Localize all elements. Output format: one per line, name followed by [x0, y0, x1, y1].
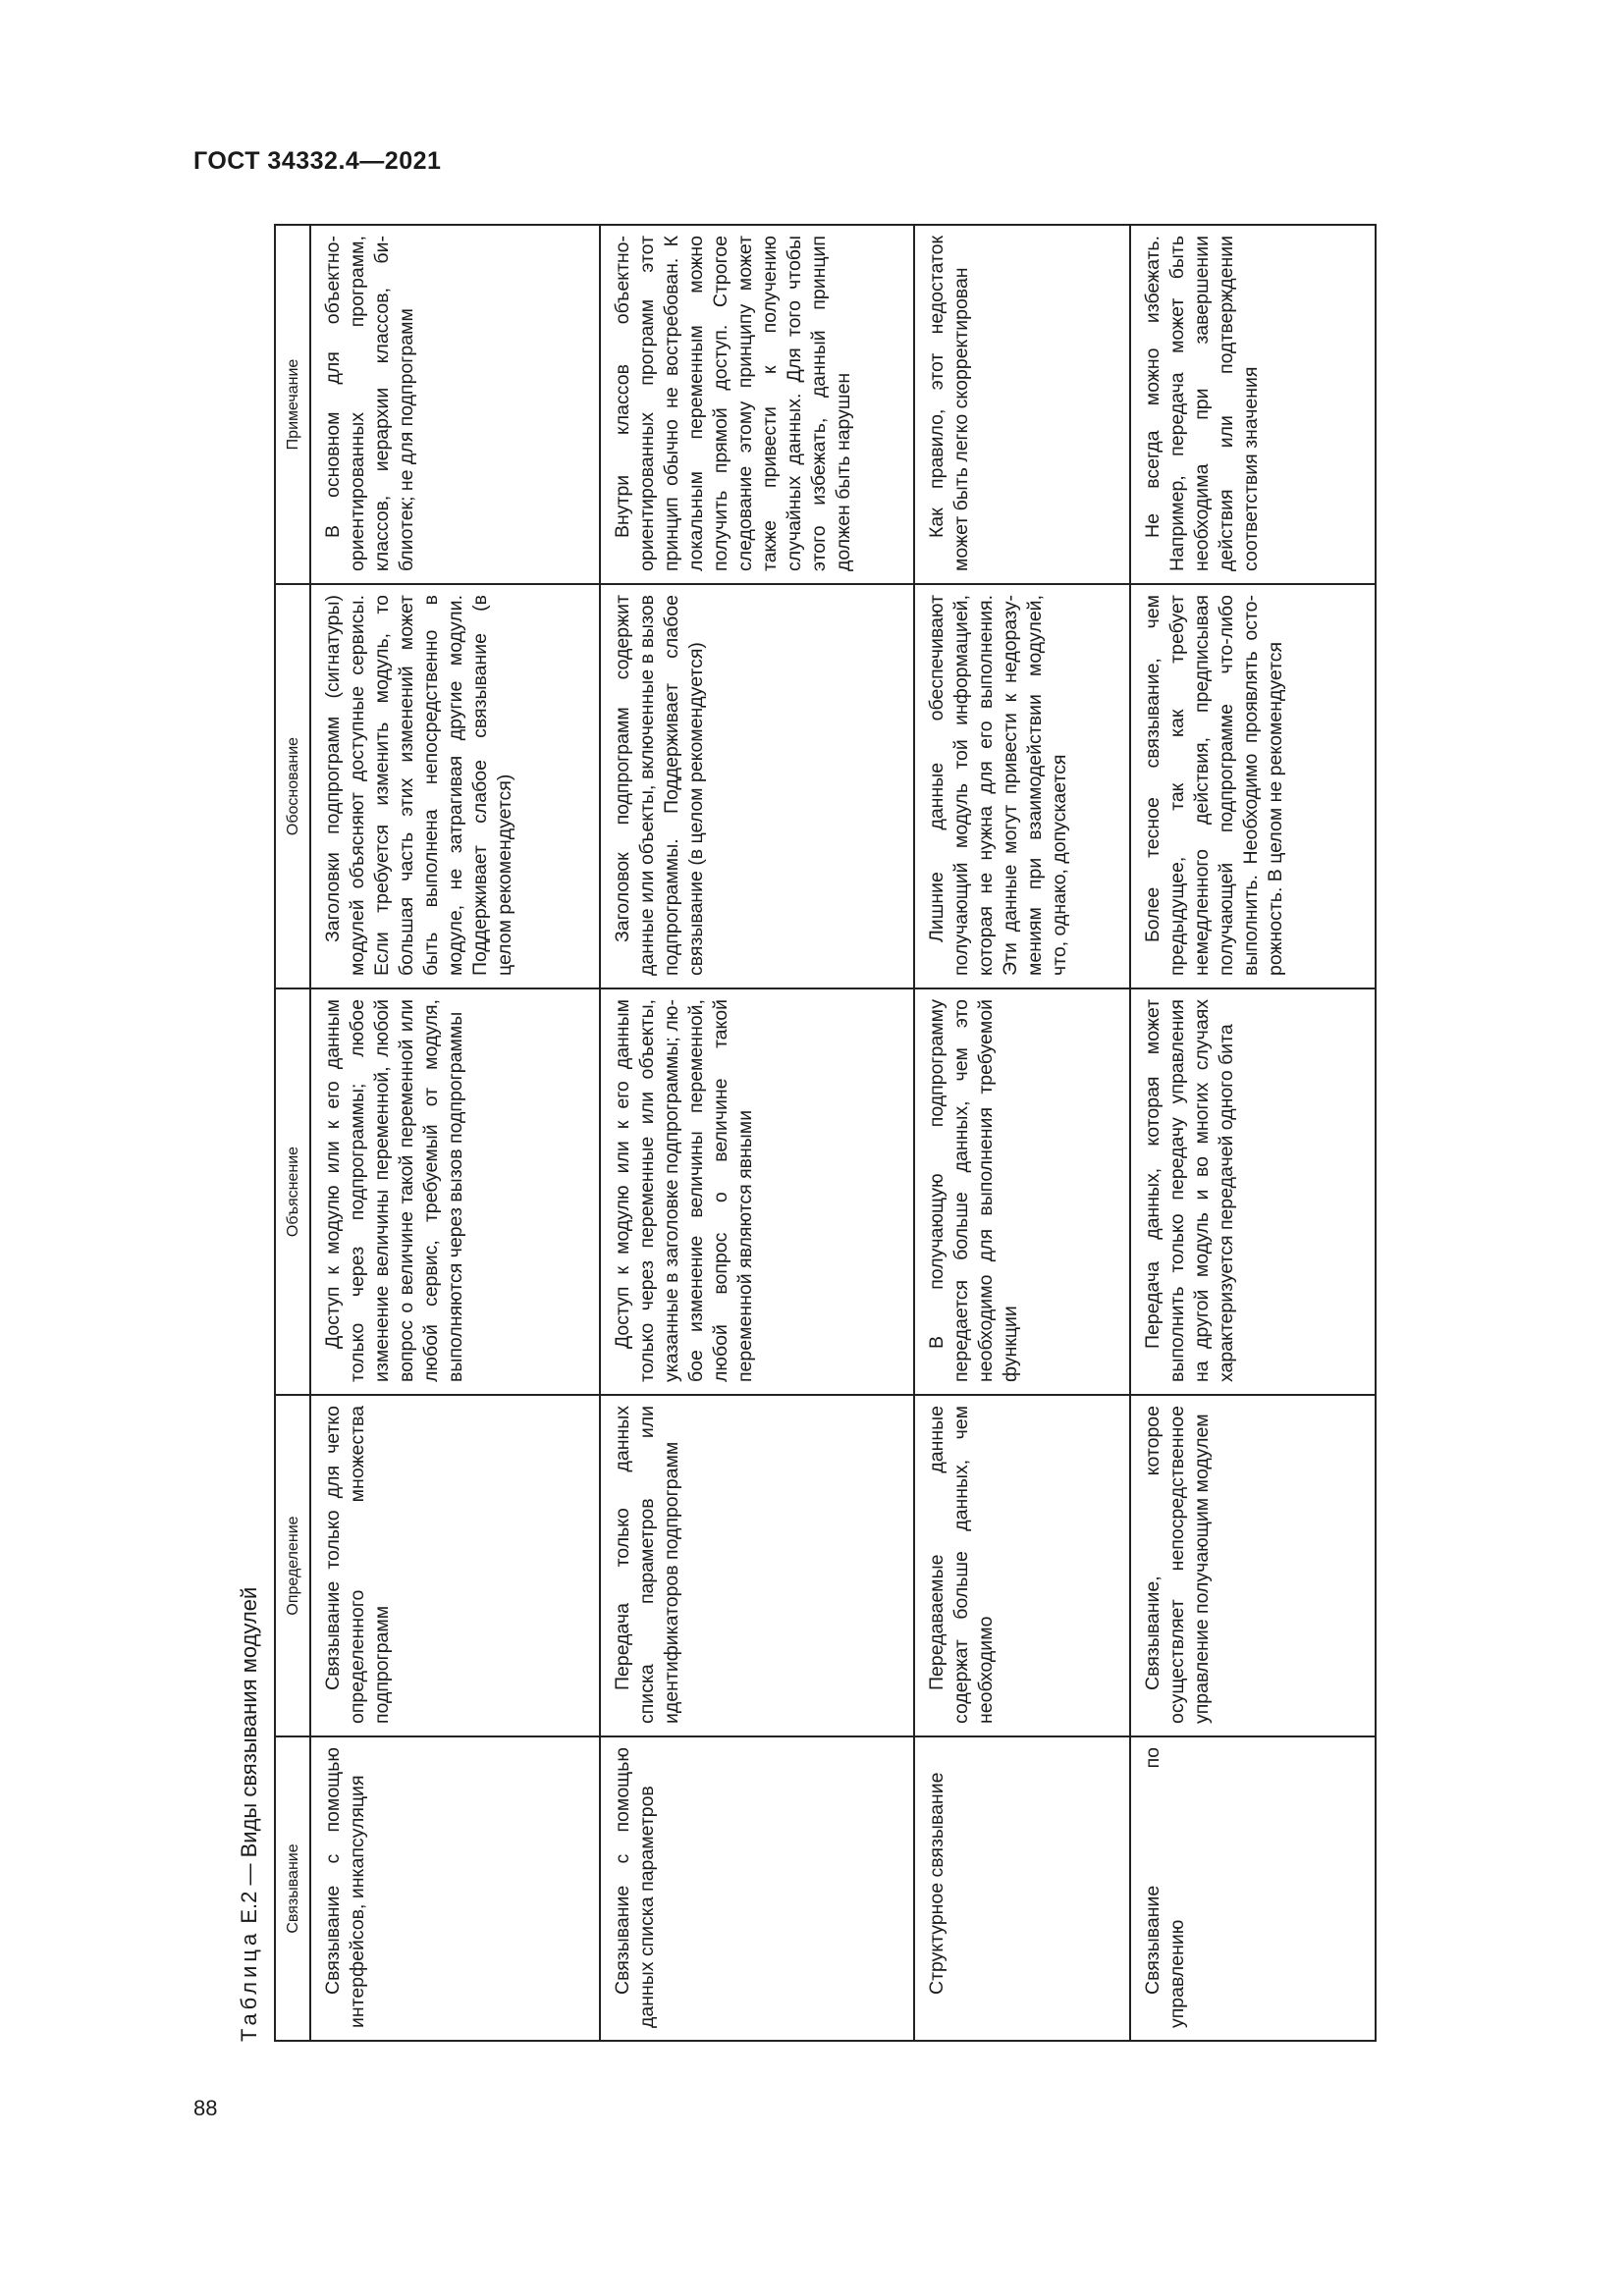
- table-cell: Передаваемые данные содержат больше данных, чем необходимо: [914, 1395, 1130, 1736]
- table-row: [310, 225, 600, 2041]
- table-cell: Не всегда можно избежать. Например, передача может быть необходима при завершении действия или подтверждении соответствия значения: [1130, 225, 1376, 584]
- table-cell: Связывание, которое осуществляет непосредственное управление получающим модулем: [1130, 1395, 1376, 1736]
- table-header-row: [275, 225, 310, 2041]
- table-cell: Более тесное связывание, чем предыдущее, так как требует немедленного действия, предписывая получающей подпрограмме что-либо выполнить. Необходимо проявлять осторожность. В целом не рекомендуется: [1130, 584, 1376, 988]
- column-header: Примечание: [275, 225, 310, 584]
- table-cell: В основном для объектно-ориентированных программ, классов, иерархии классов, библиотек; не для подпрограмм: [310, 225, 600, 584]
- table-cell: Как правило, этот недостаток может быть легко скорректирован: [914, 225, 1130, 584]
- table-cell: В получающую подпрограмму передается больше данных, чем это необходимо для выполнения требуемой функции: [914, 988, 1130, 1395]
- column-header: Объяснение: [275, 988, 310, 1395]
- column-header: Связывание: [275, 1736, 310, 2041]
- table-caption: [225, 1587, 274, 2042]
- table-cell: Заголовки подпрограмм (сигнатуры) модулей объясняют доступные сервисы. Если требуется изменить модуль, то большая часть этих изменений может быть выполнена непосредственно в модуле, не затрагивая другие модули. Поддерживает слабое связывание (в целом рекомендуется): [310, 584, 600, 988]
- table-cell: Связывание по управлению: [1130, 1736, 1376, 2041]
- table-cell: Связывание с помощью данных списка параметров: [600, 1736, 914, 2041]
- table-cell: Внутри классов объектно-ориентированных программ этот принцип обычно не востребован. К локальным переменным можно получить прямой доступ. Строгое следование этому принципу может также привести к получению случайных данных. Для того чтобы этого избежать, данный принцип должен быть нарушен: [600, 225, 914, 584]
- table-row: [600, 225, 914, 2041]
- table-cell: Передача данных, которая может выполнить только передачу управления на другой модуль и во многих случаях характеризуется передачей одного бита: [1130, 988, 1376, 1395]
- page-number: 88: [193, 2096, 218, 2120]
- table-cell: Доступ к модулю или к его данным только через подпрограммы; любое изменение величины переменной, любой вопрос о величине такой переменной или любой сервис, требуемый от модуля, выполняются через вызов подпрограммы: [310, 988, 600, 1395]
- column-header: Обоснование: [275, 584, 310, 988]
- table-row: [1130, 225, 1376, 2041]
- table-cell: Доступ к модулю или к его данным только через переменные или объекты, указанные в заголовке подпрограммы; любое изменение величины переменной, любой вопрос о величине такой переменной являются явными: [600, 988, 914, 1395]
- table-caption-prefix: Таблица: [237, 1929, 261, 2042]
- table-cell: Передача только данных списка параметров или идентификаторов подпрограмм: [600, 1395, 914, 1736]
- coupling-types-table: [274, 224, 1377, 2042]
- table-row: [914, 225, 1130, 2041]
- table-cell: Связывание только для четко определенного множества подпрограмм: [310, 1395, 600, 1736]
- column-header: Определение: [275, 1395, 310, 1736]
- table-cell: Заголовок подпрограмм содержит данные или объекты, включенные в вызов подпрограммы. Поддерживает слабое связывание (в целом рекомендуется): [600, 584, 914, 988]
- table-cell: Структурное связывание: [914, 1736, 1130, 2041]
- table-caption-title: Е.2 — Виды связывания модулей: [237, 1586, 261, 1930]
- table-cell: Связывание с помощью интерфейсов, инкапсуляция: [310, 1736, 600, 2041]
- document-code: ГОСТ 34332.4—2021: [193, 147, 442, 175]
- table-cell: Лишние данные обеспечивают получающий модуль той информацией, которая не нужна для его выполнения. Эти данные могут привести к недоразумениям при взаимодействии модулей, что, однако, допускается: [914, 584, 1130, 988]
